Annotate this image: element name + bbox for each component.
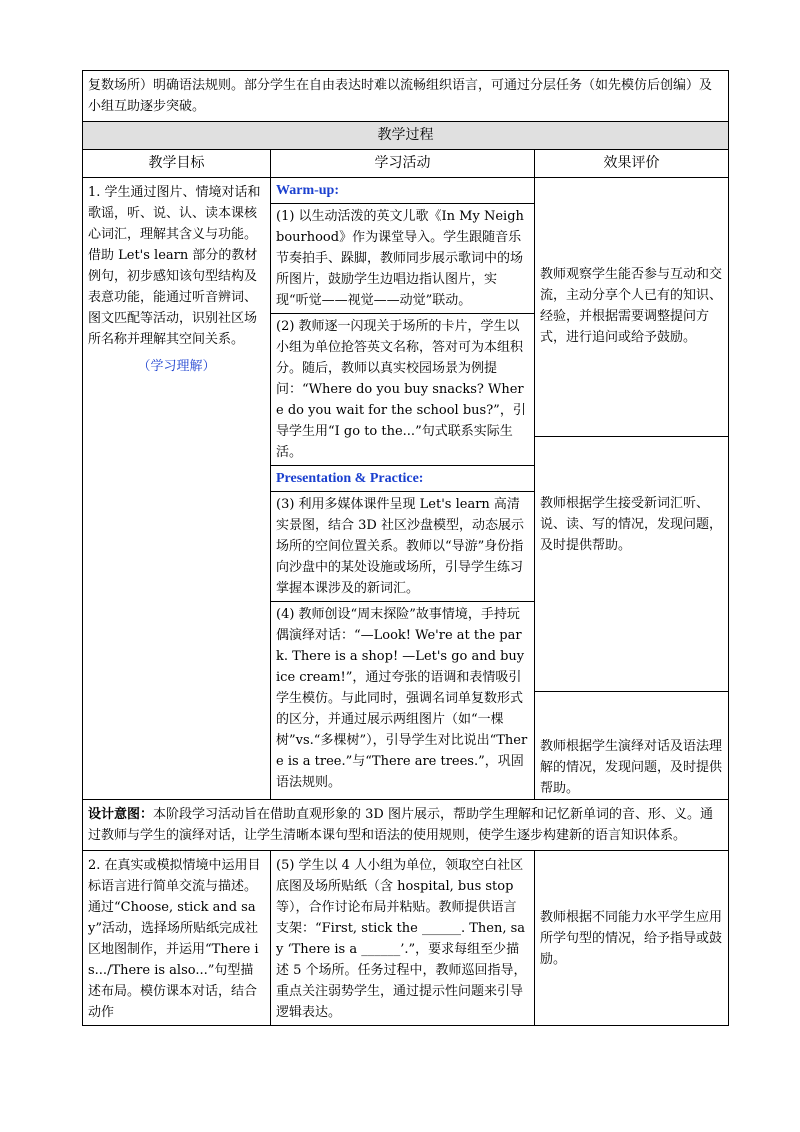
eval-1: 教师观察学生能否参与互动和交流，主动分享个人已有的知识、经验，并根据需要调整提问方式，进行追问或给予鼓励。 bbox=[540, 267, 723, 345]
section-title-row bbox=[83, 122, 729, 150]
design-row bbox=[83, 800, 729, 851]
eval-block-2 bbox=[535, 436, 728, 691]
goal1-cell bbox=[83, 178, 271, 800]
eval-block-3 bbox=[535, 691, 728, 799]
design-label: 设计意图： bbox=[88, 807, 154, 822]
presentation-title-wrap bbox=[271, 465, 534, 491]
section-title: 教学过程 bbox=[83, 122, 729, 150]
design-cell bbox=[83, 800, 729, 851]
activity5-cell: (5) 学生以 4 人小组为单位，领取空白社区底图及场所贴纸（含 hospital, bus stop 等），合作讨论布局并粘贴。教师提供语言支架：“First, stick the ______. Then, say ‘There is a ______’.”，要求每组至少描述 5 个场所。任务过程中，教师巡回指导，重点关注弱势学生，通过提示性问题来引导逻辑表达。 bbox=[271, 851, 535, 1026]
header-goal: 教学目标 bbox=[83, 150, 271, 178]
goal1-text: 1. 学生通过图片、情境对话和歌谣，听、说、认、读本课核心词汇，理解其含义与功能。借助 Let's learn 部分的教材例句，初步感知该句型结构及表意功能，能通过听音辨词、图文匹配等活动，识别社区场所名称并理解其空间关系。 bbox=[88, 185, 261, 347]
activity-3: (3) 利用多媒体课件呈现 Let's learn 高清实景图，结合 3D 社区沙盘模型，动态展示场所的空间位置关系。教师以“导游”身份指向沙盘中的某处设施或场所，引导学生练习掌握本课涉及的新词汇。 bbox=[271, 491, 534, 601]
eval-block-1 bbox=[535, 178, 728, 436]
goal2-cell: 2. 在真实或模拟情境中运用目标语言进行简单交流与描述。通过“Choose, stick and say”活动，选择场所贴纸完成社区地图制作，并运用“There is.../There is also...”句型描述布局。模仿课本对话，结合动作 bbox=[83, 851, 271, 1026]
stage2-row bbox=[83, 851, 729, 1026]
stage1-row bbox=[83, 178, 729, 800]
goal1-tag: （学习理解） bbox=[137, 359, 216, 374]
activity1-cell bbox=[271, 178, 535, 800]
activity-2: (2) 教师逐一闪现关于场所的卡片，学生以小组为单位抢答英文名称，答对可为本组积分。随后，教师以真实校园场景为例提问：“Where do you buy snacks? Where do you wait for the school bus?”，引导学生用“I go to the...”句式联系实际生活。 bbox=[271, 313, 534, 465]
warmup-title: Warm-up: bbox=[276, 183, 339, 198]
activity-4: (4) 教师创设“周末探险”故事情境，手持玩偶演绎对话：“—Look! We're at the park. There is a shop! —Let's go and buy ice cream!”，通过夸张的语调和表情吸引学生模仿。与此同时，强调名词单复数形式的区分，并通过展示两组图片（如“一棵树”vs.“多棵树”），引导学生对比说出“There is a tree.”与“There are trees.”，巩固语法规则。 bbox=[271, 601, 534, 795]
intro-row bbox=[83, 71, 729, 122]
presentation-title: Presentation & Practice: bbox=[276, 471, 424, 486]
header-eval: 效果评价 bbox=[535, 150, 729, 178]
eval1-cell bbox=[535, 178, 729, 800]
activity-1: (1) 以生动活泼的英文儿歌《In My Neighbourhood》作为课堂导入。学生跟随音乐节奏拍手、跺脚，教师同步展示歌词中的场所图片，鼓励学生边唱边指认图片，实现“听觉——视觉——动觉”联动。 bbox=[271, 203, 534, 313]
eval-3: 教师根据学生演绎对话及语法理解的情况，发现问题，及时提供帮助。 bbox=[540, 739, 723, 796]
lesson-plan-page bbox=[82, 70, 728, 1026]
header-activity: 学习活动 bbox=[271, 150, 535, 178]
eval4-cell: 教师根据不同能力水平学生应用所学句型的情况，给予指导或鼓励。 bbox=[535, 851, 729, 1026]
eval-2: 教师根据学生接受新词汇听、说、读、写的情况，发现问题，及时提供帮助。 bbox=[540, 496, 723, 553]
intro-text: 复数场所）明确语法规则。部分学生在自由表达时难以流畅组织语言，可通过分层任务（如先模仿后创编）及小组互助逐步突破。 bbox=[83, 71, 729, 122]
header-row bbox=[83, 150, 729, 178]
design-text: 本阶段学习活动旨在借助直观形象的 3D 图片展示，帮助学生理解和记忆新单词的音、形、义。通过教师与学生的演绎对话，让学生清晰本课句型和语法的使用规则，使学生逐步构建新的语言知识体系。 bbox=[88, 807, 713, 843]
lesson-plan-table bbox=[82, 70, 729, 1026]
